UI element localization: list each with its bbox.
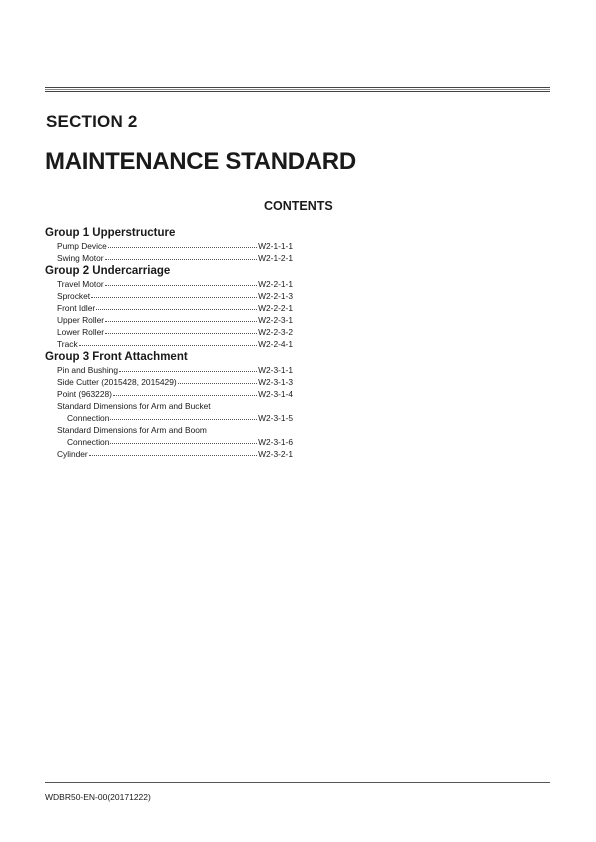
- entry-label-line1: Standard Dimensions for Arm and Boom: [57, 425, 207, 435]
- entry-page: W2-1-2-1: [258, 253, 293, 263]
- toc-group-upperstructure: [45, 226, 293, 264]
- entry-label: Side Cutter (2015428, 2015429): [57, 377, 177, 387]
- group-title: Group 2 Undercarriage: [45, 265, 171, 277]
- entry-label: Point (963228): [57, 389, 112, 399]
- top-rule: [45, 87, 550, 92]
- group-title: Group 1 Upperstructure: [45, 227, 176, 239]
- dot-leader: [105, 313, 257, 322]
- table-of-contents: [45, 226, 293, 460]
- toc-group-undercarriage: [45, 264, 293, 350]
- entry-page: W2-3-2-1: [258, 449, 293, 459]
- dot-leader: [110, 435, 257, 444]
- entry-label: Pin and Bushing: [57, 365, 118, 375]
- entry-label: Front Idler: [57, 303, 96, 313]
- document-code: WDBR50-EN-00(20171222): [45, 792, 151, 802]
- entry-label: Pump Device: [57, 241, 107, 251]
- entry-page: W2-2-4-1: [258, 339, 293, 349]
- entry-label: Travel Motor: [57, 279, 104, 289]
- entry-page: W2-1-1-1: [258, 241, 293, 251]
- entry-page: W2-2-1-1: [258, 279, 293, 289]
- contents-heading: CONTENTS: [264, 199, 333, 213]
- dot-leader: [178, 375, 257, 384]
- entry-label: Cylinder: [57, 449, 88, 459]
- dot-leader: [105, 277, 257, 286]
- toc-entry-arm-bucket-connection[interactable]: [45, 412, 293, 424]
- entry-page: W2-3-1-1: [258, 365, 293, 375]
- dot-leader: [96, 301, 257, 310]
- group-title: Group 3 Front Attachment: [45, 351, 188, 363]
- page-title: MAINTENANCE STANDARD: [45, 148, 356, 175]
- entry-label: Connection: [67, 413, 110, 423]
- dot-leader: [79, 337, 257, 346]
- entry-page: W2-2-3-1: [258, 315, 293, 325]
- entry-page: W2-3-1-6: [258, 437, 293, 447]
- entry-page: W2-2-1-3: [258, 291, 293, 301]
- toc-entry-point[interactable]: [45, 388, 293, 400]
- dot-leader: [110, 411, 257, 420]
- entry-page: W2-2-2-1: [258, 303, 293, 313]
- bottom-rule: [45, 782, 550, 783]
- entry-label: Lower Roller: [57, 327, 105, 337]
- dot-leader: [89, 447, 257, 456]
- toc-entry-cylinder[interactable]: [45, 448, 293, 460]
- toc-entry-swing-motor[interactable]: [45, 252, 293, 264]
- entry-page: W2-2-3-2: [258, 327, 293, 337]
- entry-label: Swing Motor: [57, 253, 104, 263]
- dot-leader: [105, 251, 258, 260]
- dot-leader: [91, 289, 257, 298]
- section-label: SECTION 2: [46, 112, 138, 131]
- dot-leader: [119, 363, 257, 372]
- entry-label: Connection: [67, 437, 110, 447]
- dot-leader: [113, 387, 257, 396]
- toc-entry-track[interactable]: [45, 338, 293, 350]
- entry-label-line1: Standard Dimensions for Arm and Bucket: [57, 401, 211, 411]
- toc-group-front-attachment: [45, 350, 293, 460]
- dot-leader: [105, 325, 257, 334]
- entry-label: Track: [57, 339, 78, 349]
- entry-page: W2-3-1-3: [258, 377, 293, 387]
- entry-label: Upper Roller: [57, 315, 105, 325]
- entry-page: W2-3-1-4: [258, 389, 293, 399]
- dot-leader: [108, 239, 257, 248]
- entry-label: Sprocket: [57, 291, 91, 301]
- entry-page: W2-3-1-5: [258, 413, 293, 423]
